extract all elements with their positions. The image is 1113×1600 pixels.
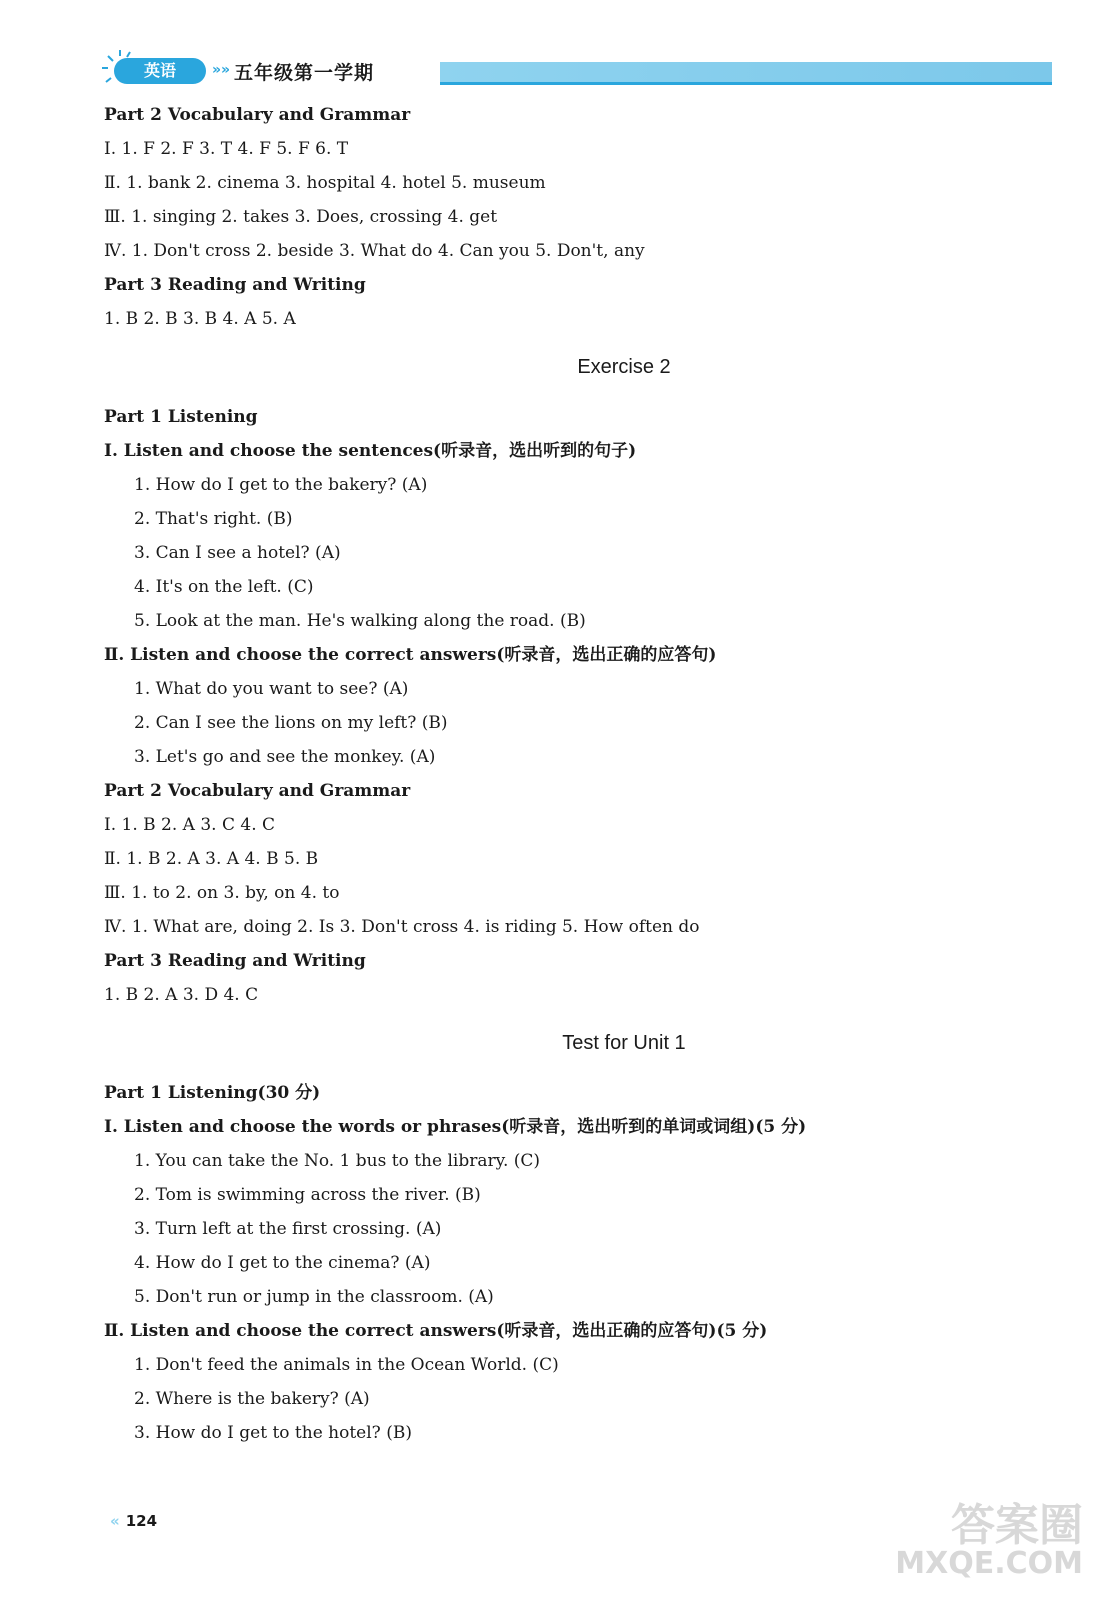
answer-line: 1. Don't feed the animals in the Ocean World. (C) [134,1355,559,1375]
page-header [100,48,1080,92]
section-heading: Test for Unit 1 [562,1032,686,1054]
part-heading: Part 2 Vocabulary and Grammar [104,105,411,125]
part-heading: Ⅱ. Listen and choose the correct answers(听录音，选出正确的应答句)(5 分) [104,1321,768,1341]
answer-line: Ⅱ. 1. B 2. A 3. A 4. B 5. B [104,849,319,869]
answer-line: 5. Don't run or jump in the classroom. (A) [134,1287,494,1307]
answer-line: 1. B 2. B 3. B 4. A 5. A [104,309,296,329]
page-footer [110,1512,157,1530]
answer-line: 1. What do you want to see? (A) [134,679,409,699]
answer-line: 1. How do I get to the bakery? (A) [134,475,428,495]
part-heading: Part 2 Vocabulary and Grammar [104,781,411,801]
watermark [895,1500,1083,1581]
answer-line: 3. How do I get to the hotel? (B) [134,1423,412,1443]
answer-line: 3. Let's go and see the monkey. (A) [134,747,436,767]
answer-line: Ⅰ. 1. B 2. A 3. C 4. C [104,815,276,835]
answer-line: 1. B 2. A 3. D 4. C [104,985,259,1005]
answer-line: 5. Look at the man. He's walking along the road. (B) [134,611,586,631]
answer-line: Ⅱ. 1. bank 2. cinema 3. hospital 4. hotel 5. museum [104,173,546,193]
answer-line: 4. How do I get to the cinema? (A) [134,1253,431,1273]
answer-content [104,98,1064,1450]
answer-line: Ⅳ. 1. What are, doing 2. Is 3. Don't cross 4. is riding 5. How often do [104,917,700,937]
watermark-site: MXQE.COM [895,1546,1083,1581]
part-heading: Part 1 Listening(30 分) [104,1083,321,1103]
answer-line: Ⅰ. 1. F 2. F 3. T 4. F 5. F 6. T [104,139,349,159]
answer-line: 3. Turn left at the first crossing. (A) [134,1219,442,1239]
part-heading: Ⅰ. Listen and choose the words or phrases(听录音，选出听到的单词或词组)(5 分) [104,1117,807,1137]
answer-line: 2. Where is the bakery? (A) [134,1389,370,1409]
answer-line: 3. Can I see a hotel? (A) [134,543,341,563]
chevron-right-icon: »» [212,62,231,78]
part-heading: Part 3 Reading and Writing [104,951,366,971]
section-heading: Exercise 2 [577,356,671,378]
answer-line: 1. You can take the No. 1 bus to the library. (C) [134,1151,541,1171]
page-title: 五年级第一学期 [234,62,375,84]
part-heading: Ⅱ. Listen and choose the correct answers(听录音，选出正确的应答句) [104,645,717,665]
answer-line: 2. That's right. (B) [134,509,293,529]
page-number: 124 [125,1512,158,1530]
answer-line: 4. It's on the left. (C) [134,577,314,597]
answer-line: 2. Can I see the lions on my left? (B) [134,713,448,733]
answer-line: Ⅲ. 1. to 2. on 3. by, on 4. to [104,883,340,903]
part-heading: Part 1 Listening [104,407,258,427]
answer-line: 2. Tom is swimming across the river. (B) [134,1185,481,1205]
answer-line: Ⅳ. 1. Don't cross 2. beside 3. What do 4. Can you 5. Don't, any [104,241,645,261]
answer-line: Ⅲ. 1. singing 2. takes 3. Does, crossing 4. get [104,207,498,227]
part-heading: Ⅰ. Listen and choose the sentences(听录音，选出听到的句子) [104,441,637,461]
watermark-logo-text: 答案圈 [951,1500,1083,1551]
header-decorative-bar [440,62,1052,85]
subject-badge: 英语 [114,58,206,84]
chevron-left-icon: « [110,1512,120,1530]
part-heading: Part 3 Reading and Writing [104,275,366,295]
